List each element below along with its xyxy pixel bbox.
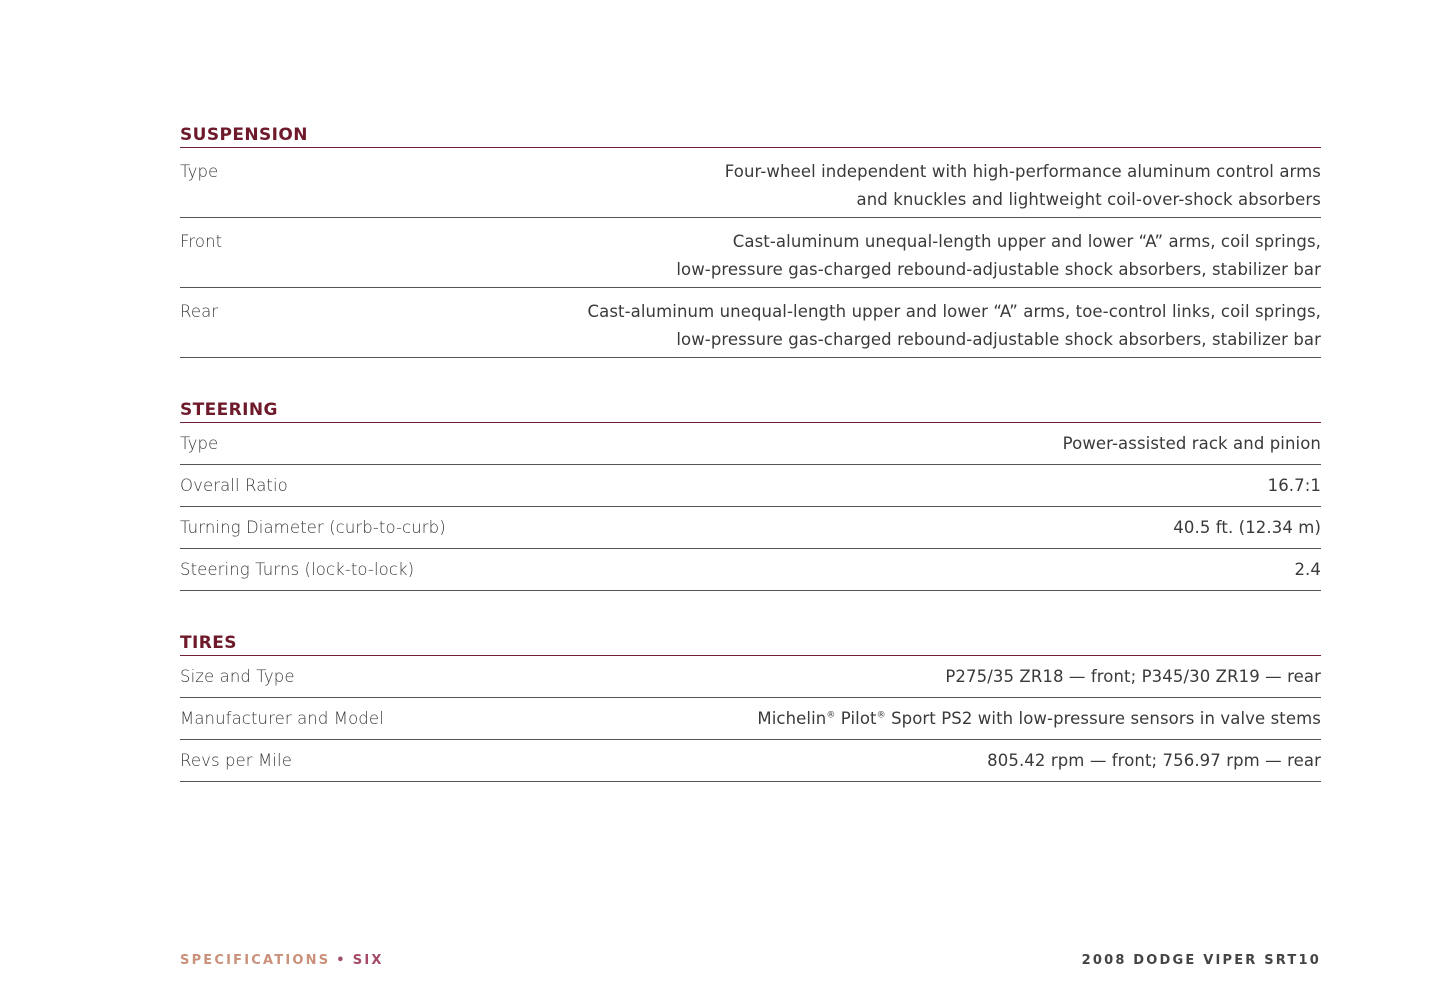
footer-section-label — [180, 953, 384, 968]
suspension-row-rear — [180, 288, 1321, 358]
row-label: Front — [180, 232, 223, 251]
footer-vehicle-title: 2008 DODGE VIPER SRT10 — [1081, 953, 1321, 968]
row-value-line-2: low-pressure gas-charged rebound-adjustable shock absorbers, stabilizer bar — [676, 260, 1321, 279]
model-description: Sport PS2 with low-pressure sensors in valve stems — [885, 709, 1321, 728]
steering-row-type — [180, 423, 1321, 465]
row-value — [1268, 476, 1321, 496]
tires-section — [180, 623, 1321, 782]
tires-row-manufacturer-model — [180, 698, 1321, 740]
spec-page — [180, 0, 1321, 992]
row-label: Type — [180, 434, 219, 453]
row-value-line: 40.5 ft. (12.34 m) — [1173, 518, 1321, 537]
row-value — [945, 667, 1321, 687]
row-value-line — [757, 709, 1321, 729]
tires-title: TIRES — [180, 633, 237, 653]
suspension-row-type — [180, 148, 1321, 218]
row-label: Type — [180, 162, 219, 181]
row-label: Size and Type — [180, 667, 295, 686]
row-label: Revs per Mile — [180, 751, 292, 770]
steering-row-steering-turns — [180, 549, 1321, 591]
row-value-line: P275/35 ZR18 — front; P345/30 ZR19 — rear — [945, 667, 1321, 686]
row-value-line: 2.4 — [1294, 560, 1321, 579]
row-value — [1173, 518, 1321, 538]
steering-row-turning-diameter — [180, 507, 1321, 549]
row-value-line-1: Cast-aluminum unequal-length upper and lower “A” arms, coil springs, — [732, 232, 1321, 251]
suspension-title: SUSPENSION — [180, 125, 308, 145]
row-value — [725, 158, 1321, 214]
steering-section — [180, 390, 1321, 591]
row-label: Rear — [180, 302, 219, 321]
row-label: Overall Ratio — [180, 476, 288, 495]
row-value — [1294, 560, 1321, 580]
steering-row-overall-ratio — [180, 465, 1321, 507]
row-label: Manufacturer and Model — [180, 709, 384, 728]
footer-page-word: SIX — [352, 953, 384, 968]
brand-michelin: Michelin — [757, 709, 827, 728]
row-value — [757, 709, 1321, 729]
row-label: Steering Turns (lock-to-lock) — [180, 560, 415, 579]
row-value-line-2: low-pressure gas-charged rebound-adjustable shock absorbers, stabilizer bar — [676, 330, 1321, 349]
suspension-row-front — [180, 218, 1321, 288]
row-value — [588, 298, 1322, 354]
row-value — [676, 228, 1321, 284]
row-value-line-2: and knuckles and lightweight coil-over-shock absorbers — [856, 190, 1321, 209]
row-value-line-1: Cast-aluminum unequal-length upper and lower “A” arms, toe-control links, coil springs, — [587, 302, 1321, 321]
row-value-line: Power-assisted rack and pinion — [1062, 434, 1321, 453]
footer-separator: • — [336, 953, 347, 968]
registered-mark: ® — [826, 710, 836, 721]
tires-row-size-type — [180, 656, 1321, 698]
row-value — [987, 751, 1321, 771]
suspension-section — [180, 115, 1321, 358]
row-value — [1063, 434, 1321, 454]
row-value-line: 805.42 rpm — front; 756.97 rpm — rear — [987, 751, 1321, 770]
tires-row-revs-per-mile — [180, 740, 1321, 782]
steering-title: STEERING — [180, 400, 278, 420]
footer-specifications: SPECIFICATIONS — [180, 953, 331, 968]
row-value-line-1: Four-wheel independent with high-performance aluminum control arms — [724, 162, 1321, 181]
row-label: Turning Diameter (curb-to-curb) — [180, 518, 446, 537]
registered-mark: ® — [876, 710, 886, 721]
brand-pilot: Pilot — [835, 709, 877, 728]
row-value-line: 16.7:1 — [1267, 476, 1321, 495]
